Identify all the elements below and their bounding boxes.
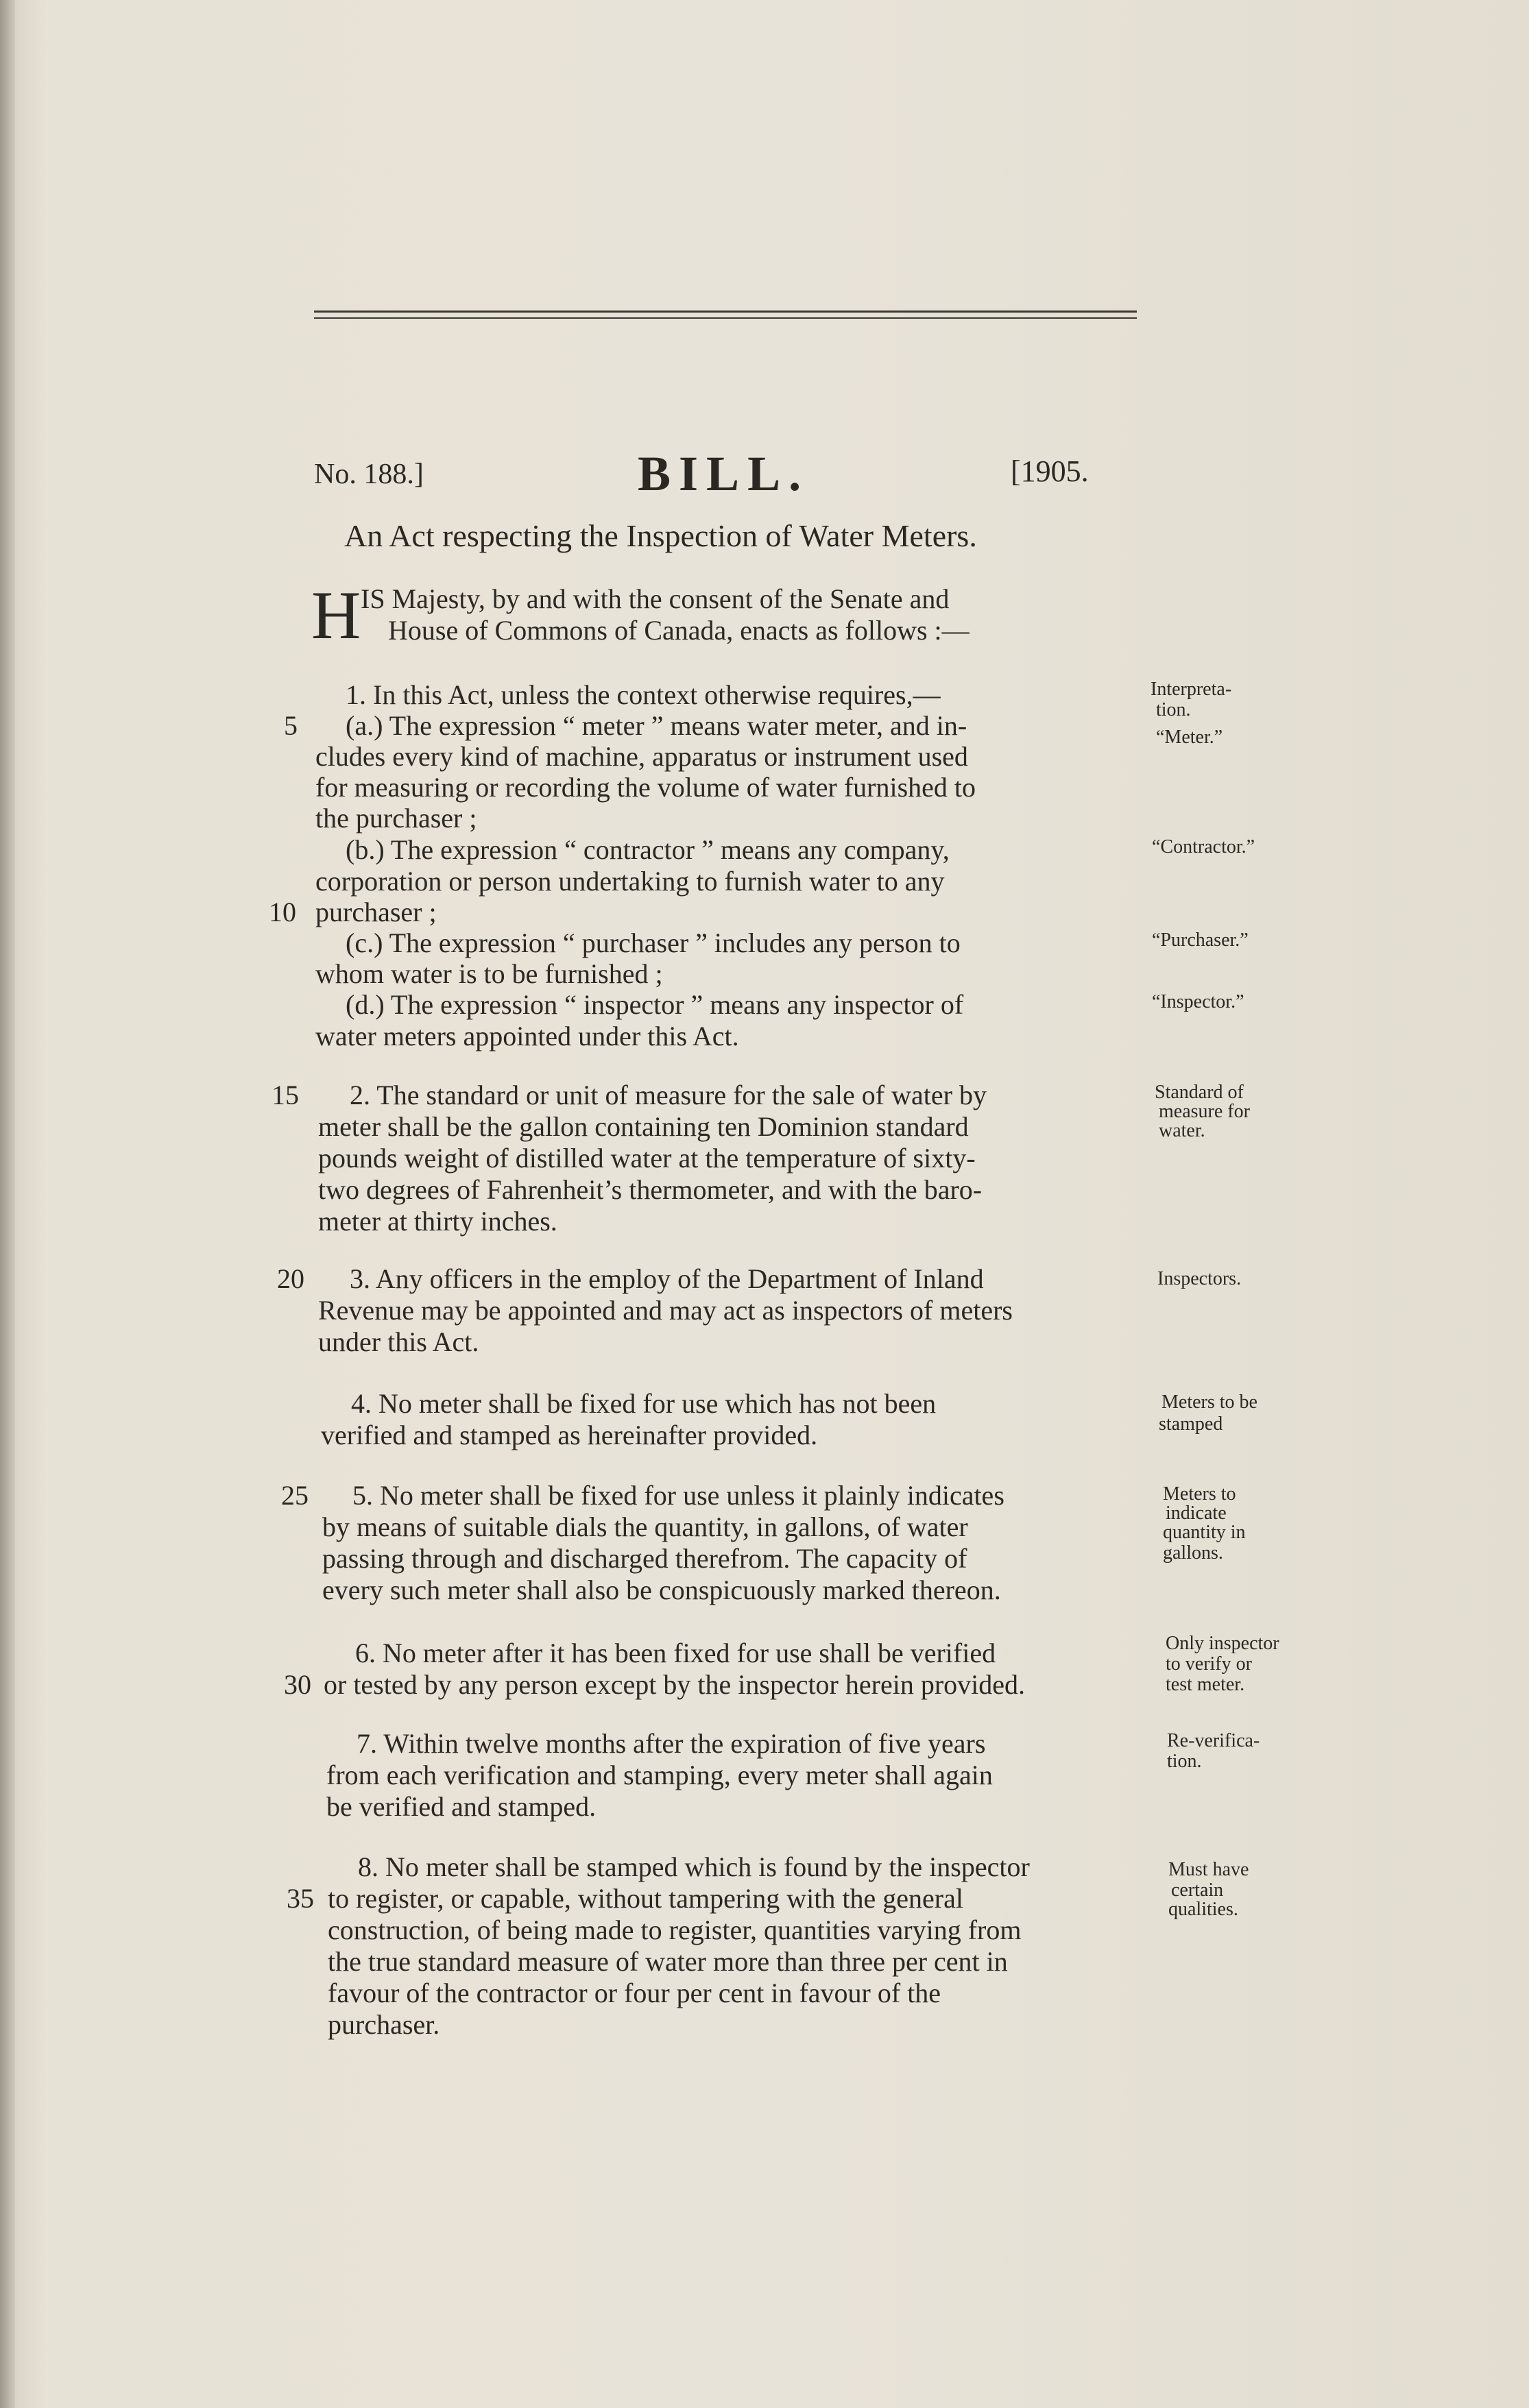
text-line: purchaser ; <box>315 897 437 927</box>
text-line: corporation or person undertaking to furnish water to any <box>315 866 945 897</box>
line-number: 20 <box>277 1263 304 1294</box>
line-number: 10 <box>269 897 296 927</box>
act-title: An Act respecting the Inspection of Water Meters. <box>344 518 977 553</box>
preamble-line-1: IS Majesty, by and with the consent of the Senate and <box>361 583 950 614</box>
text-line: (b.) The expression “ contractor ” means any company, <box>346 834 950 865</box>
page-binding-edge <box>0 0 15 2408</box>
margin-note: Meters to <box>1163 1483 1236 1505</box>
margin-note: indicate <box>1166 1503 1227 1524</box>
margin-note: Interpreta- <box>1151 679 1232 700</box>
margin-note: Standard of <box>1155 1082 1244 1103</box>
bill-title: BILL. <box>638 446 810 501</box>
margin-note: Inspectors. <box>1157 1268 1242 1289</box>
margin-note: water. <box>1159 1120 1205 1141</box>
line-number: 5 <box>284 710 298 741</box>
margin-note: “Inspector.” <box>1152 991 1244 1012</box>
bill-number: No. 188.] <box>314 459 424 490</box>
line-number: 30 <box>284 1669 311 1700</box>
margin-note: test meter. <box>1166 1674 1245 1695</box>
margin-note: Re-verifica- <box>1167 1730 1260 1751</box>
text-line: 7. Within twelve months after the expiration of five years <box>357 1728 986 1759</box>
header-rule-bottom <box>314 317 1137 319</box>
text-line: meter shall be the gallon containing ten Dominion standard <box>318 1111 969 1142</box>
text-line: (a.) The expression “ meter ” means water meter, and in- <box>346 710 967 741</box>
text-line: water meters appointed under this Act. <box>315 1021 739 1051</box>
text-line: under this Act. <box>318 1326 479 1357</box>
margin-note: to verify or <box>1166 1653 1252 1675</box>
margin-note: “Contractor.” <box>1152 836 1255 858</box>
text-line: from each verification and stamping, every meter shall again <box>326 1760 993 1790</box>
margin-note: Must have <box>1168 1859 1249 1880</box>
text-line: construction, of being made to register, quantities varying from <box>328 1914 1022 1945</box>
preamble-line-2: House of Commons of Canada, enacts as follows :— <box>388 615 970 646</box>
text-line: 6. No meter after it has been fixed for use shall be verified <box>355 1638 996 1668</box>
text-line: 5. No meter shall be fixed for use unless it plainly indicates <box>352 1480 1004 1511</box>
drop-cap: H <box>311 577 361 653</box>
text-line: 3. Any officers in the employ of the Department of Inland <box>350 1263 984 1294</box>
text-line: purchaser. <box>328 2009 440 2040</box>
text-line: pounds weight of distilled water at the temperature of sixty- <box>318 1143 976 1173</box>
margin-note: “Meter.” <box>1156 727 1223 748</box>
text-line: 4. No meter shall be fixed for use which has not been <box>351 1388 937 1419</box>
margin-note: stamped <box>1159 1413 1223 1435</box>
margin-note: gallons. <box>1163 1542 1223 1564</box>
text-line: Revenue may be appointed and may act as inspectors of meters <box>318 1295 1013 1326</box>
margin-note: certain <box>1171 1880 1224 1901</box>
text-line: 8. No meter shall be stamped which is found by the inspector <box>358 1851 1030 1882</box>
text-line: the true standard measure of water more than three per cent in <box>328 1946 1008 1977</box>
margin-note: tion. <box>1156 699 1191 720</box>
margin-note: measure for <box>1159 1101 1250 1122</box>
margin-note: Only inspector <box>1166 1633 1279 1654</box>
text-line: 2. The standard or unit of measure for the sale of water by <box>350 1080 987 1110</box>
text-line: cludes every kind of machine, apparatus or instrument used <box>315 741 968 772</box>
header-rule-top <box>314 311 1137 313</box>
text-line: (d.) The expression “ inspector ” means any inspector of <box>346 989 964 1020</box>
line-number: 15 <box>272 1080 299 1110</box>
text-line: favour of the contractor or four per cent in favour of the <box>328 1978 941 2008</box>
text-line: by means of suitable dials the quantity, in gallons, of water <box>322 1511 968 1542</box>
line-number: 25 <box>281 1480 309 1511</box>
text-line: be verified and stamped. <box>326 1791 597 1822</box>
text-line: for measuring or recording the volume of water furnished to <box>315 772 976 803</box>
margin-note: quantity in <box>1163 1522 1246 1543</box>
text-line: 1. In this Act, unless the context otherwise requires,— <box>346 679 941 710</box>
text-line: (c.) The expression “ purchaser ” includes any person to <box>346 927 961 958</box>
margin-note: tion. <box>1167 1751 1202 1772</box>
text-line: whom water is to be furnished ; <box>315 958 663 989</box>
margin-note: “Purchaser.” <box>1152 929 1249 951</box>
text-line: to register, or capable, without tampering with the general <box>328 1883 963 1914</box>
margin-note: qualities. <box>1168 1899 1238 1920</box>
text-line: every such meter shall also be conspicuously marked thereon. <box>322 1574 1001 1605</box>
text-line: verified and stamped as hereinafter provided. <box>321 1420 818 1450</box>
text-line: the purchaser ; <box>315 803 477 834</box>
text-line: two degrees of Fahrenheit’s thermometer, and with the baro- <box>318 1174 983 1205</box>
margin-note: Meters to be <box>1161 1391 1257 1413</box>
text-line: meter at thirty inches. <box>318 1206 557 1237</box>
bill-year: [1905. <box>1011 454 1089 488</box>
text-line: passing through and discharged therefrom. The capacity of <box>322 1543 967 1574</box>
line-number: 35 <box>287 1883 314 1914</box>
text-line: or tested by any person except by the inspector herein provided. <box>324 1669 1026 1700</box>
